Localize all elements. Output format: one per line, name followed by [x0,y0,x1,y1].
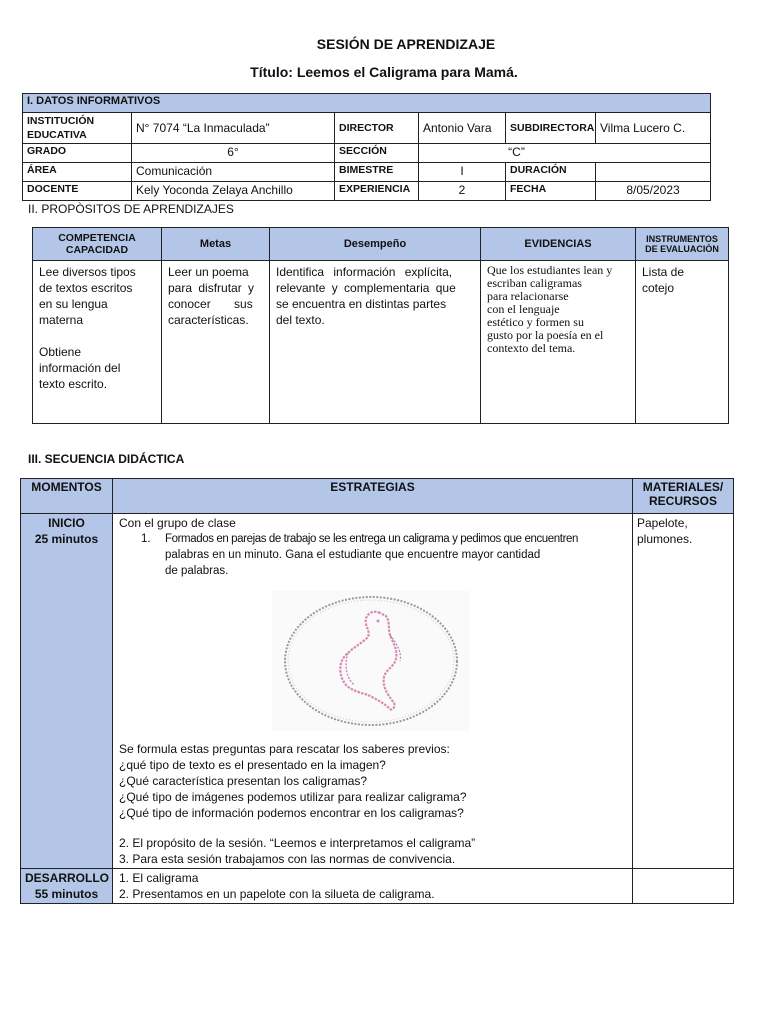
step1-line: palabras en un minuto. Gana el estudiante que encuentre mayor cantidad [165,549,541,561]
inicio-materiales-cell [633,514,734,869]
competencia-cell [33,261,162,424]
step1-number: 1. [141,533,151,545]
evidencias-line: Que los estudiantes lean y [487,263,613,277]
director-label: DIRECTOR [335,113,419,144]
duracion-value [596,163,711,182]
desarrollo-label: DESARROLLO [25,871,109,885]
instrumentos-line: cotejo [642,281,675,295]
metas-cell [162,261,270,424]
duracion-label: DURACIÓN [506,163,596,182]
desarrollo-line: 1. El caligrama [119,871,199,885]
competencia-line: Lee diversos tipos [39,265,136,279]
metas-line: conocer sus [168,297,253,311]
spacer [119,821,628,835]
metas-line: Leer un poema [168,265,249,279]
step1-line: de palabras. [165,565,229,577]
inicio-intro: Con el grupo de clase [119,516,236,530]
evidencias-line: escriban caligramas [487,276,582,290]
page-title: SESIÓN DE APRENDIZAJE [316,36,496,52]
question-line: ¿Qué tipo de imágenes podemos utilizar para realizar caligrama? [119,790,467,804]
capacidad-line: Obtiene [39,345,82,359]
docente-value: Kely Yoconda Zelaya Anchillo [132,182,335,201]
bimestre-label: BIMESTRE [335,163,419,182]
desempeno-line: se encuentra en distintas partes [276,297,447,311]
evidencias-line: con el lenguaje [487,302,560,316]
bimestre-value: I [419,163,506,182]
material-line: plumones. [637,532,693,546]
question-line: ¿Qué tipo de información podemos encontrar en los caligramas? [119,806,464,820]
secuencia-table [20,478,734,904]
desarrollo-momento-cell [21,869,113,904]
subdirectora-label: SUBDIRECTORA [506,113,596,144]
desempeno-cell [270,261,481,424]
inicio-label: INICIO [48,516,85,530]
inicio-estrategias-cell [113,514,633,869]
area-value: Comunicación [132,163,335,182]
director-value: Antonio Vara [419,113,506,144]
evidencias-line: estético y formen su [487,315,584,329]
metas-line: para disfrutar y [168,281,255,295]
fecha-label: FECHA [506,182,596,201]
instrumentos-cell [636,261,729,424]
materiales-header: MATERIALES/ RECURSOS [633,479,734,514]
evidencias-line: para relacionarse [487,289,569,303]
competencia-line: en su lengua [39,297,108,311]
question-line: ¿Qué característica presentan los caligramas? [119,774,368,788]
desempeno-line: relevante y complementaria que [276,281,456,295]
estrategias-header: ESTRATEGIAS [113,479,633,514]
evidencias-cell [481,261,636,424]
inicio-momento-cell [21,514,113,869]
competencia-line: de textos escritos [39,281,133,295]
subdirectora-value: Vilma Lucero C. [596,113,711,144]
competencia-header: COMPETENCIA CAPACIDAD [33,228,162,261]
evidencias-line: gusto por la poesía en el [487,328,604,342]
inicio-time: 25 minutos [34,532,99,546]
metas-header: Metas [162,228,270,261]
propositos-section-title: II. PROPÒSITOS DE APRENDIZAJES [28,202,234,216]
desarrollo-time: 55 minutos [34,887,99,901]
docente-label: DOCENTE [23,182,132,201]
datos-section-header: I. DATOS INFORMATIVOS [23,94,711,113]
desempeno-line: Identifica información explícita, [276,265,453,279]
area-label: ÁREA [23,163,132,182]
fecha-value: 8/05/2023 [596,182,711,201]
capacidad-line: texto escrito. [39,377,108,391]
institucion-value: N° 7074 “La Inmaculada” [132,113,335,144]
question-line: Se formula estas preguntas para rescatar los saberes previos: [119,742,450,756]
capacidad-line: información del [39,361,121,375]
caligrama-mother-silhouette [272,591,470,731]
page-subtitle: Título: Leemos el Caligrama para Mamá. [250,64,518,80]
step2-line: 2. El propósito de la sesión. “Leemos e interpretamos el caligrama” [119,836,476,850]
secuencia-section-title: III. SECUENCIA DIDÁCTICA [28,452,185,466]
instrumentos-line: Lista de [642,265,685,279]
question-line: ¿qué tipo de texto es el presentado en la imagen? [119,758,386,772]
grado-label: GRADO [23,144,132,163]
step3-line: 3. Para esta sesión trabajamos con las normas de convivencia. [119,852,456,866]
desempeno-header: Desempeño [270,228,481,261]
grado-value: 6° [132,144,335,163]
seccion-label: SECCIÓN [335,144,419,163]
material-line: Papelote, [637,516,688,530]
desarrollo-materiales-cell [633,869,734,904]
institucion-label: INSTITUCIÓN EDUCATIVA [23,113,132,144]
seccion-value: “C” [419,144,711,163]
competencia-line: materna [39,313,84,327]
desarrollo-line: 2. Presentamos en un papelote con la silueta de caligrama. [119,887,435,901]
experiencia-label: EXPERIENCIA [335,182,419,201]
experiencia-value: 2 [419,182,506,201]
metas-line: características. [168,313,249,327]
propositos-table [32,227,729,424]
evidencias-line: contexto del tema. [487,341,576,355]
step1-line: Formados en parejas de trabajo se les entrega un caligrama y pedimos que encuentren [165,533,579,545]
momentos-header: MOMENTOS [21,479,113,514]
datos-informativos-table [22,93,711,201]
desarrollo-estrategias-cell [113,869,633,904]
caligrama-image [272,591,470,731]
inicio-step1 [119,531,628,579]
instrumentos-header: INSTRUMENTOS DE EVALUACIÒN [636,228,729,261]
competencia-spacer [39,328,155,344]
evidencias-header: EVIDENCIAS [481,228,636,261]
desempeno-line: del texto. [276,313,325,327]
